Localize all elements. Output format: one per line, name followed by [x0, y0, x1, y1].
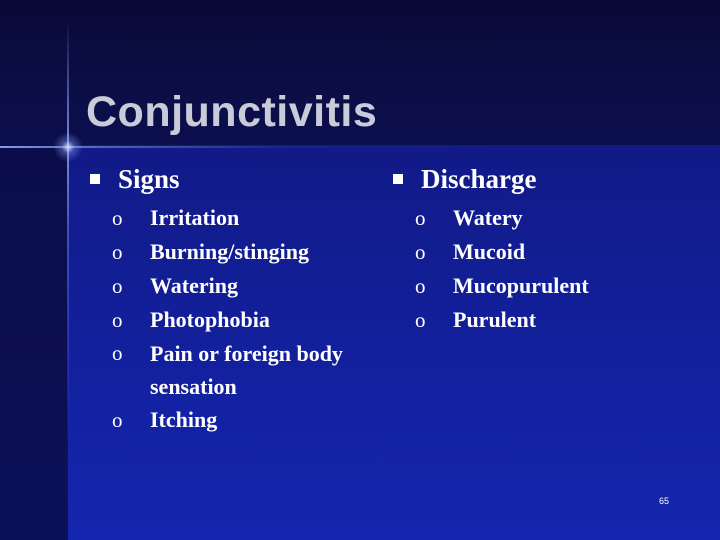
list-item-text: Irritation: [150, 205, 240, 230]
vertical-divider-line: [67, 20, 69, 540]
list-item-text: Purulent: [453, 307, 537, 332]
discharge-column: [393, 163, 693, 337]
light-flare-decoration: [53, 132, 83, 162]
list-item: [90, 235, 370, 269]
signs-column: [90, 163, 370, 437]
list-item: [393, 201, 693, 235]
list-item: [393, 235, 693, 269]
list-item: [90, 303, 370, 337]
list-item: [90, 403, 370, 437]
list-item-text: Mucoid: [453, 239, 526, 264]
list-item: [393, 303, 693, 337]
list-item: [393, 269, 693, 303]
circle-bullet-icon: o: [415, 308, 426, 332]
circle-bullet-icon: o: [415, 274, 426, 298]
signs-list: [90, 201, 370, 437]
circle-bullet-icon: o: [415, 206, 426, 230]
list-item-text: Itching: [150, 407, 218, 432]
signs-heading: [90, 163, 370, 197]
discharge-list: [393, 201, 693, 337]
list-item-text: Photophobia: [150, 307, 270, 332]
circle-bullet-icon: o: [112, 206, 123, 230]
circle-bullet-icon: o: [112, 341, 123, 365]
list-item: [90, 269, 370, 303]
slide-title: Conjunctivitis: [86, 88, 378, 136]
square-bullet-icon: [90, 174, 100, 184]
page-number: 65: [659, 496, 670, 506]
list-item-text: Pain or foreign body sensation: [150, 341, 343, 399]
list-item-text: Burning/stinging: [150, 239, 309, 264]
list-item-text: Watery: [453, 205, 523, 230]
list-item-text: Mucopurulent: [453, 273, 589, 298]
circle-bullet-icon: o: [415, 240, 426, 264]
circle-bullet-icon: o: [112, 308, 123, 332]
list-item-text: Watering: [150, 273, 238, 298]
square-bullet-icon: [393, 174, 403, 184]
list-item: [90, 201, 370, 235]
signs-heading-text: Signs: [118, 164, 180, 194]
list-item: [90, 337, 370, 403]
circle-bullet-icon: o: [112, 408, 123, 432]
left-margin-band: [0, 145, 68, 540]
discharge-heading-text: Discharge: [421, 164, 537, 194]
circle-bullet-icon: o: [112, 240, 123, 264]
discharge-heading: [393, 163, 693, 197]
horizontal-divider-line: [0, 146, 720, 148]
circle-bullet-icon: o: [112, 274, 123, 298]
